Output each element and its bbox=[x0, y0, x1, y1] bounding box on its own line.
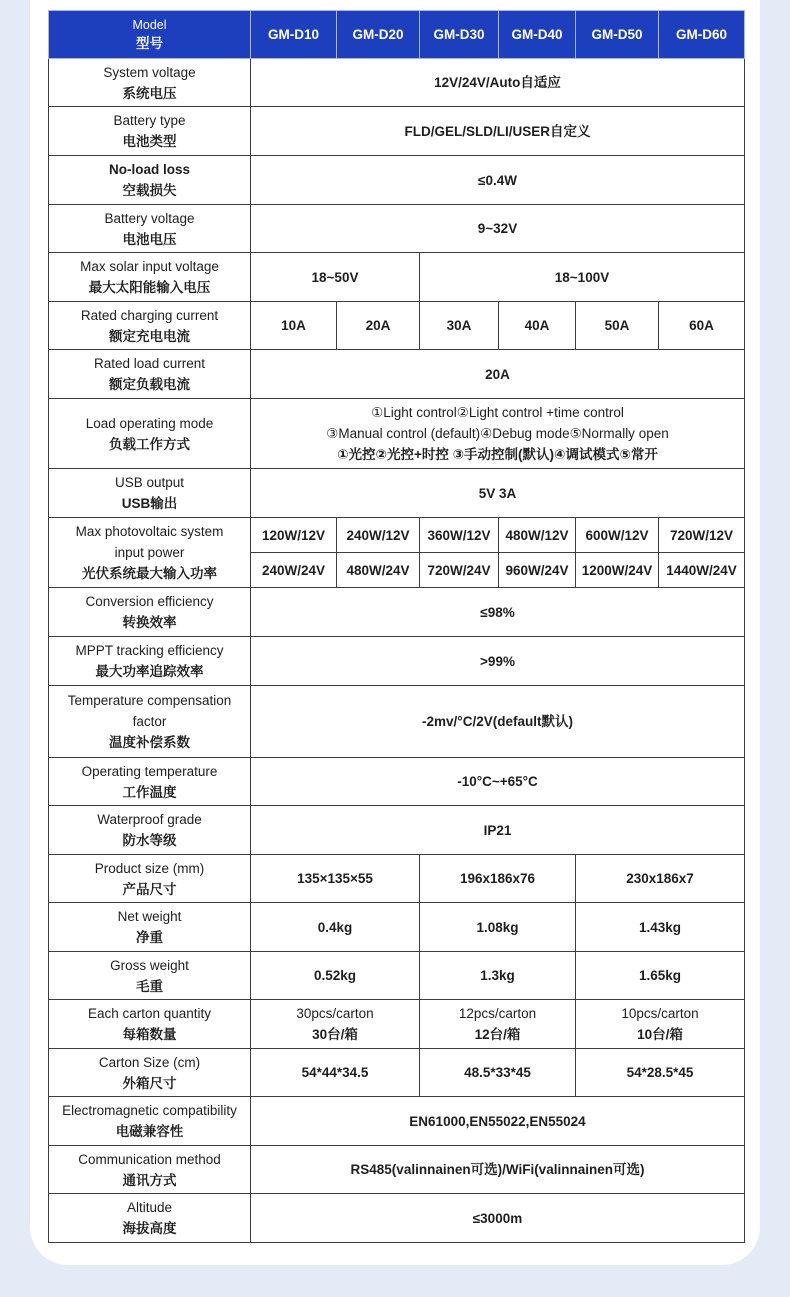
label-zh: 电池电压 bbox=[122, 231, 177, 247]
label-en: Battery type bbox=[113, 113, 186, 128]
row-label bbox=[49, 1000, 251, 1049]
label-en: Net weight bbox=[117, 909, 182, 924]
label-zh: 光伏系统最大输入功率 bbox=[82, 566, 217, 581]
label-en: Each carton quantity bbox=[87, 1006, 212, 1021]
row-value: FLD/GEL/SLD/LI/USER自定义 bbox=[251, 107, 745, 156]
row-communication bbox=[49, 1146, 745, 1194]
row-value: 18~50V bbox=[251, 253, 420, 302]
row-value: 230x186x7 bbox=[576, 855, 745, 903]
label-en: Altitude bbox=[126, 1200, 173, 1215]
row-value: 1.08kg bbox=[420, 903, 576, 952]
row-value: 54*28.5*45 bbox=[576, 1049, 745, 1097]
row-value: 20A bbox=[251, 350, 745, 399]
row-value bbox=[251, 399, 745, 469]
label-en: Waterproof grade bbox=[97, 812, 202, 827]
value-en: 10pcs/carton bbox=[621, 1006, 699, 1021]
row-value: 720W/24V bbox=[420, 553, 499, 588]
row-value: ≤98% bbox=[251, 588, 745, 637]
row-value: 60A bbox=[659, 302, 745, 350]
row-label bbox=[49, 855, 251, 903]
label-zh: 通讯方式 bbox=[122, 1172, 177, 1188]
label-en: Conversion efficiency bbox=[85, 594, 214, 609]
label-en: Max photovoltaic system bbox=[75, 524, 224, 539]
row-operating-temperature bbox=[49, 758, 745, 806]
model-gm-d50: GM-D50 bbox=[576, 11, 659, 59]
label-zh: 海拔高度 bbox=[122, 1221, 177, 1236]
row-value: 196x186x76 bbox=[420, 855, 576, 903]
row-value: 720W/12V bbox=[659, 518, 745, 553]
label-en: USB output bbox=[114, 475, 185, 490]
mode-line-3: ①光控②光控+时控 ③手动控制(默认)④调试模式⑤常开 bbox=[337, 447, 658, 462]
row-carton-size bbox=[49, 1049, 745, 1097]
row-value: 54*44*34.5 bbox=[251, 1049, 420, 1097]
label-en: Rated load current bbox=[93, 356, 206, 371]
row-gross-weight bbox=[49, 952, 745, 1000]
row-value: 10A bbox=[251, 302, 337, 350]
model-label-en: Model bbox=[132, 17, 167, 32]
label-en: Product size (mm) bbox=[94, 860, 205, 876]
row-product-size bbox=[49, 855, 745, 903]
label-en: MPPT tracking efficiency bbox=[75, 643, 224, 658]
row-label bbox=[49, 156, 251, 205]
label-zh: 电池类型 bbox=[122, 134, 177, 149]
row-value: 0.4kg bbox=[251, 903, 420, 952]
row-value: IP21 bbox=[251, 806, 745, 855]
label-zh: 温度补偿系数 bbox=[109, 735, 190, 750]
label-en: System voltage bbox=[103, 64, 196, 80]
row-value: EN61000,EN55022,EN55024 bbox=[251, 1097, 745, 1146]
row-value: 18~100V bbox=[420, 253, 745, 302]
label-zh: 电磁兼容性 bbox=[115, 1124, 184, 1139]
row-value: 12V/24V/Auto自适应 bbox=[251, 59, 745, 107]
value-en: 30pcs/carton bbox=[296, 1006, 374, 1021]
row-carton-quantity bbox=[49, 1000, 745, 1049]
label-zh: 每箱数量 bbox=[122, 1027, 177, 1042]
row-value: ≤0.4W bbox=[251, 156, 745, 205]
row-value: 1200W/24V bbox=[576, 553, 659, 588]
label-en: Carton Size (cm) bbox=[98, 1054, 201, 1070]
row-value: 1.65kg bbox=[576, 952, 745, 1000]
row-label bbox=[49, 1146, 251, 1194]
label-en: Electromagnetic compatibility bbox=[62, 1103, 237, 1118]
row-usb-output bbox=[49, 469, 745, 518]
label-en: No-load loss bbox=[108, 162, 190, 177]
row-rated-load bbox=[49, 350, 745, 399]
model-gm-d10: GM-D10 bbox=[251, 11, 337, 59]
mode-line-2: ③Manual control (default)④Debug mode⑤Normally open bbox=[326, 426, 669, 441]
label-en: Gross weight bbox=[110, 957, 189, 973]
row-label bbox=[49, 350, 251, 399]
label-zh: 额定负载电流 bbox=[109, 377, 190, 392]
label-zh: 空载损失 bbox=[122, 183, 177, 198]
row-value: 30A bbox=[420, 302, 499, 350]
model-gm-d20: GM-D20 bbox=[337, 11, 420, 59]
header-row bbox=[49, 11, 745, 59]
row-label bbox=[49, 952, 251, 1000]
row-value: 120W/12V bbox=[251, 518, 337, 553]
row-value: 360W/12V bbox=[420, 518, 499, 553]
row-conversion-efficiency bbox=[49, 588, 745, 637]
row-rated-charging bbox=[49, 302, 745, 350]
value-en: 12pcs/carton bbox=[458, 1006, 537, 1021]
row-label bbox=[49, 1049, 251, 1097]
row-label bbox=[49, 1194, 251, 1243]
row-value: -10°C~+65°C bbox=[251, 758, 745, 806]
row-mppt-efficiency bbox=[49, 637, 745, 686]
label-zh: 净重 bbox=[136, 930, 163, 945]
row-label bbox=[49, 1097, 251, 1146]
label-en: Operating temperature bbox=[81, 763, 218, 779]
row-label bbox=[49, 758, 251, 806]
label-zh: 工作温度 bbox=[122, 784, 177, 800]
row-no-load-loss bbox=[49, 156, 745, 205]
row-value: 50A bbox=[576, 302, 659, 350]
row-label bbox=[49, 59, 251, 107]
row-battery-voltage bbox=[49, 205, 745, 253]
label-zh: 防水等级 bbox=[122, 833, 177, 848]
label-zh: 最大太阳能输入电压 bbox=[88, 280, 211, 295]
row-value: ≤3000m bbox=[251, 1194, 745, 1243]
row-value: 5V 3A bbox=[251, 469, 745, 518]
label-en: Rated charging current bbox=[80, 307, 219, 323]
row-value bbox=[576, 1000, 745, 1049]
row-label bbox=[49, 302, 251, 350]
row-temp-compensation bbox=[49, 686, 745, 758]
row-value: 1440W/24V bbox=[659, 553, 745, 588]
value-zh: 10台/箱 bbox=[637, 1027, 683, 1042]
row-battery-type bbox=[49, 107, 745, 156]
row-label bbox=[49, 205, 251, 253]
label-en-2: input power bbox=[114, 545, 185, 560]
row-value: 0.52kg bbox=[251, 952, 420, 1000]
row-value: -2mv/°C/2V(default默认) bbox=[251, 686, 745, 758]
row-value: 480W/12V bbox=[499, 518, 576, 553]
label-zh: 转换效率 bbox=[122, 615, 177, 630]
row-label bbox=[49, 518, 251, 588]
row-altitude bbox=[49, 1194, 745, 1243]
label-en-2: factor bbox=[132, 714, 167, 729]
label-zh: 外箱尺寸 bbox=[122, 1075, 177, 1091]
model-gm-d40: GM-D40 bbox=[499, 11, 576, 59]
row-label bbox=[49, 806, 251, 855]
label-en: Load operating mode bbox=[85, 415, 214, 431]
row-label bbox=[49, 107, 251, 156]
label-zh: 额定充电电流 bbox=[109, 328, 190, 344]
row-value: 40A bbox=[499, 302, 576, 350]
row-max-solar-input bbox=[49, 253, 745, 302]
spec-table bbox=[48, 10, 745, 1243]
row-waterproof bbox=[49, 806, 745, 855]
row-value: 240W/24V bbox=[251, 553, 337, 588]
row-value: 960W/24V bbox=[499, 553, 576, 588]
row-value bbox=[420, 1000, 576, 1049]
row-value: 600W/12V bbox=[576, 518, 659, 553]
value-zh: 30台/箱 bbox=[312, 1027, 358, 1042]
row-value: 135×135×55 bbox=[251, 855, 420, 903]
model-gm-d60: GM-D60 bbox=[659, 11, 745, 59]
row-net-weight bbox=[49, 903, 745, 952]
label-zh: 负载工作方式 bbox=[109, 436, 190, 452]
row-value: 240W/12V bbox=[337, 518, 420, 553]
label-zh: 系统电压 bbox=[122, 85, 177, 101]
label-en: Max solar input voltage bbox=[80, 259, 219, 274]
row-label bbox=[49, 637, 251, 686]
row-system-voltage bbox=[49, 59, 745, 107]
row-label bbox=[49, 399, 251, 469]
row-value: 1.43kg bbox=[576, 903, 745, 952]
model-label-zh: 型号 bbox=[136, 35, 163, 51]
value-zh: 12台/箱 bbox=[474, 1027, 521, 1042]
label-en: Temperature compensation bbox=[67, 693, 232, 708]
label-zh: 产品尺寸 bbox=[122, 881, 177, 897]
mode-line-1: ①Light control②Light control +time control bbox=[371, 405, 624, 420]
row-label bbox=[49, 588, 251, 637]
row-max-pv-power-12v bbox=[49, 518, 745, 553]
row-value: 480W/24V bbox=[337, 553, 420, 588]
row-value bbox=[251, 1000, 420, 1049]
label-en: Battery voltage bbox=[104, 210, 195, 226]
label-zh: 毛重 bbox=[136, 978, 163, 994]
row-value: 9~32V bbox=[251, 205, 745, 253]
label-zh: 最大功率追踪效率 bbox=[95, 664, 204, 679]
row-value: RS485(valinnainen可选)/WiFi(valinnainen可选) bbox=[251, 1146, 745, 1194]
label-zh: USB输出 bbox=[121, 496, 178, 511]
model-header bbox=[49, 11, 251, 59]
row-label bbox=[49, 903, 251, 952]
row-value: >99% bbox=[251, 637, 745, 686]
label-en: Communication method bbox=[78, 1151, 221, 1167]
row-value: 1.3kg bbox=[420, 952, 576, 1000]
row-label bbox=[49, 253, 251, 302]
row-value: 20A bbox=[337, 302, 420, 350]
row-emc bbox=[49, 1097, 745, 1146]
row-load-mode bbox=[49, 399, 745, 469]
model-gm-d30: GM-D30 bbox=[420, 11, 499, 59]
row-label bbox=[49, 686, 251, 758]
row-value: 48.5*33*45 bbox=[420, 1049, 576, 1097]
row-label bbox=[49, 469, 251, 518]
